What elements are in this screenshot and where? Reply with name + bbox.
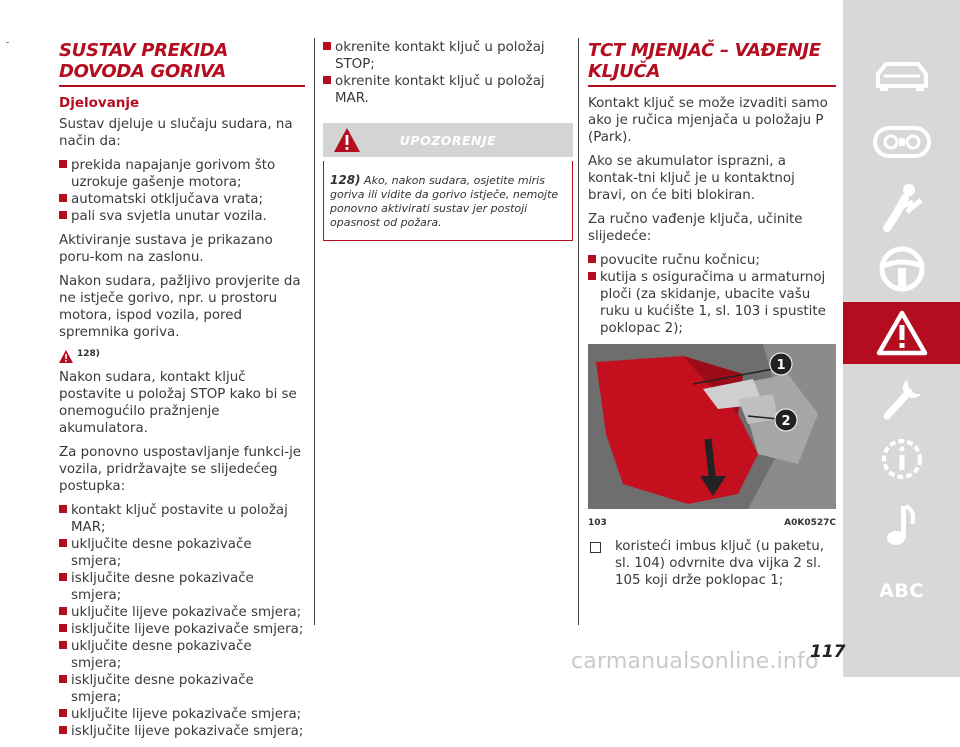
watermark: carmanualsonline.info bbox=[571, 649, 819, 674]
subsection-title: Djelovanje bbox=[59, 95, 140, 111]
bullet-square-icon bbox=[59, 194, 67, 202]
paragraph: Nakon sudara, kontakt ključ postavite u položaj STOP kako bi se onemogućilo pražnjenje akumulatora. bbox=[59, 370, 297, 436]
tab-safety[interactable] bbox=[843, 176, 960, 238]
column-right bbox=[588, 36, 836, 589]
paragraph: Sustav djeluje u slučaju sudara, na način da: bbox=[59, 117, 293, 149]
tab-multimedia[interactable] bbox=[843, 494, 960, 556]
paragraph: Za ponovno uspostavljanje funkci-je vozila, pridržavajte se slijedećeg postupka: bbox=[59, 445, 302, 494]
bullet-list bbox=[59, 502, 305, 740]
wrench-icon bbox=[877, 372, 927, 422]
column-divider bbox=[314, 38, 315, 625]
list-item: okrenite kontakt ključ u položaj MAR. bbox=[323, 73, 573, 107]
callout-1: 1 bbox=[776, 358, 786, 373]
warning-ref-number: 128) bbox=[77, 349, 100, 359]
warning-box bbox=[323, 123, 573, 241]
bullet-list bbox=[588, 252, 836, 337]
checkbox-bullet-icon bbox=[590, 542, 601, 553]
column-middle bbox=[323, 36, 573, 241]
bullet-list bbox=[59, 157, 305, 225]
steering-wheel-icon bbox=[877, 244, 927, 294]
chapter-tab-bar bbox=[843, 0, 960, 677]
tab-emergency[interactable] bbox=[843, 302, 960, 364]
warning-body bbox=[323, 161, 573, 241]
paragraph: Aktiviranje sustava je prikazano poru-kom na zaslonu. bbox=[59, 233, 273, 265]
bullet-square-icon bbox=[59, 641, 67, 649]
warning-number: 128) bbox=[330, 173, 361, 187]
list-item: prekida napajanje gorivom što uzrokuje gašenje motora; bbox=[59, 157, 305, 191]
bullet-square-icon bbox=[59, 160, 67, 168]
bullet-square-icon bbox=[59, 505, 67, 513]
list-item: isključite lijeve pokazivače smjera; bbox=[59, 621, 305, 638]
list-item: okrenite kontakt ključ u položaj STOP; bbox=[323, 39, 573, 73]
figure-caption bbox=[588, 515, 836, 532]
list-item: koristeći imbus ključ (u paketu, sl. 104) odvrnite dva vijka 2 sl. 105 koji drže poklopac 1; bbox=[588, 538, 836, 589]
margin-mark bbox=[6, 42, 9, 43]
list-item: isključite desne pokazivače smjera; bbox=[59, 672, 305, 706]
figure-code: A0K0527C bbox=[784, 518, 836, 528]
list-item: isključite lijeve pokazivače smjera; bbox=[59, 723, 305, 740]
tab-car[interactable] bbox=[843, 44, 960, 106]
bullet-list bbox=[323, 39, 573, 107]
tab-index[interactable] bbox=[843, 560, 960, 622]
bullet-square-icon bbox=[59, 211, 67, 219]
column-left bbox=[59, 36, 305, 747]
technical-data-icon bbox=[877, 434, 927, 484]
tab-maintenance[interactable] bbox=[843, 366, 960, 428]
tab-technical-data[interactable] bbox=[843, 428, 960, 490]
bullet-square-icon bbox=[59, 607, 67, 615]
bullet-square-icon bbox=[59, 624, 67, 632]
bullet-square-icon bbox=[588, 255, 596, 263]
list-item: kutija s osiguračima u armaturnoj ploči (za skidanje, ubacite vašu ruku u kućište 1, sl. 103 i spustite poklopac 2); bbox=[588, 269, 836, 337]
paragraph: Za ručno vađenje ključa, učinite slijedeće: bbox=[588, 212, 803, 244]
figure-number: 103 bbox=[588, 518, 607, 528]
list-item: pali sva svjetla unutar vozila. bbox=[59, 208, 305, 225]
figure-103-fuse-box bbox=[588, 344, 836, 509]
warning-reference[interactable] bbox=[59, 346, 305, 363]
callout-2: 2 bbox=[781, 414, 791, 429]
tab-dashboard[interactable] bbox=[843, 111, 960, 173]
warning-triangle-icon bbox=[59, 350, 73, 363]
warning-text: Ako, nakon sudara, osjetite miris goriva ili vidite da gorivo istječe, nemojte ponovno aktivirati sustav jer postoji opasnost od požara. bbox=[330, 174, 559, 229]
page-number: 117 bbox=[810, 642, 846, 662]
warning-label: UPOZORENJE bbox=[399, 133, 497, 148]
car-icon bbox=[872, 58, 932, 92]
bullet-square-icon bbox=[59, 573, 67, 581]
fuse-box-illustration bbox=[588, 344, 836, 509]
bullet-square-icon bbox=[59, 726, 67, 734]
seat-safety-icon bbox=[877, 182, 927, 232]
index-abc-icon: ABC bbox=[879, 580, 924, 602]
tab-driving[interactable] bbox=[843, 238, 960, 300]
list-item: uključite desne pokazivače smjera; bbox=[59, 638, 305, 672]
bullet-square-icon bbox=[59, 709, 67, 717]
dashboard-icon bbox=[872, 124, 932, 160]
column-divider bbox=[578, 38, 579, 625]
bullet-square-icon bbox=[59, 675, 67, 683]
paragraph: Ako se akumulator isprazni, a kontak-tni ključ je u kontaktnoj bravi, on će biti blokiran. bbox=[588, 154, 795, 203]
list-item: kontakt ključ postavite u položaj MAR; bbox=[59, 502, 305, 536]
paragraph: Kontakt ključ se može izvaditi samo ako je ručica mjenjača u položaju P (Park). bbox=[588, 96, 828, 145]
section-title-key-removal: TCT MJENJAČ – VAĐENJE KLJUČA bbox=[588, 40, 836, 87]
list-item: uključite desne pokazivače smjera; bbox=[59, 536, 305, 570]
list-item: isključite desne pokazivače smjera; bbox=[59, 570, 305, 604]
bullet-square-icon bbox=[323, 42, 331, 50]
list-item: automatski otključava vrata; bbox=[59, 191, 305, 208]
bullet-square-icon bbox=[59, 539, 67, 547]
bullet-square-icon bbox=[323, 76, 331, 84]
music-note-icon bbox=[882, 500, 922, 550]
list-item: uključite lijeve pokazivače smjera; bbox=[59, 706, 305, 723]
warning-header bbox=[323, 123, 573, 157]
warning-triangle-icon bbox=[876, 310, 928, 356]
bullet-square-icon bbox=[588, 272, 596, 280]
paragraph: Nakon sudara, pažljivo provjerite da ne istječe gorivo, npr. u prostoru motora, ispod vozila, pored spremnika goriva. bbox=[59, 274, 301, 340]
list-item: uključite lijeve pokazivače smjera; bbox=[59, 604, 305, 621]
section-title-fuel-cutoff: SUSTAV PREKIDA DOVODA GORIVA bbox=[59, 40, 305, 87]
list-item: povucite ručnu kočnicu; bbox=[588, 252, 836, 269]
